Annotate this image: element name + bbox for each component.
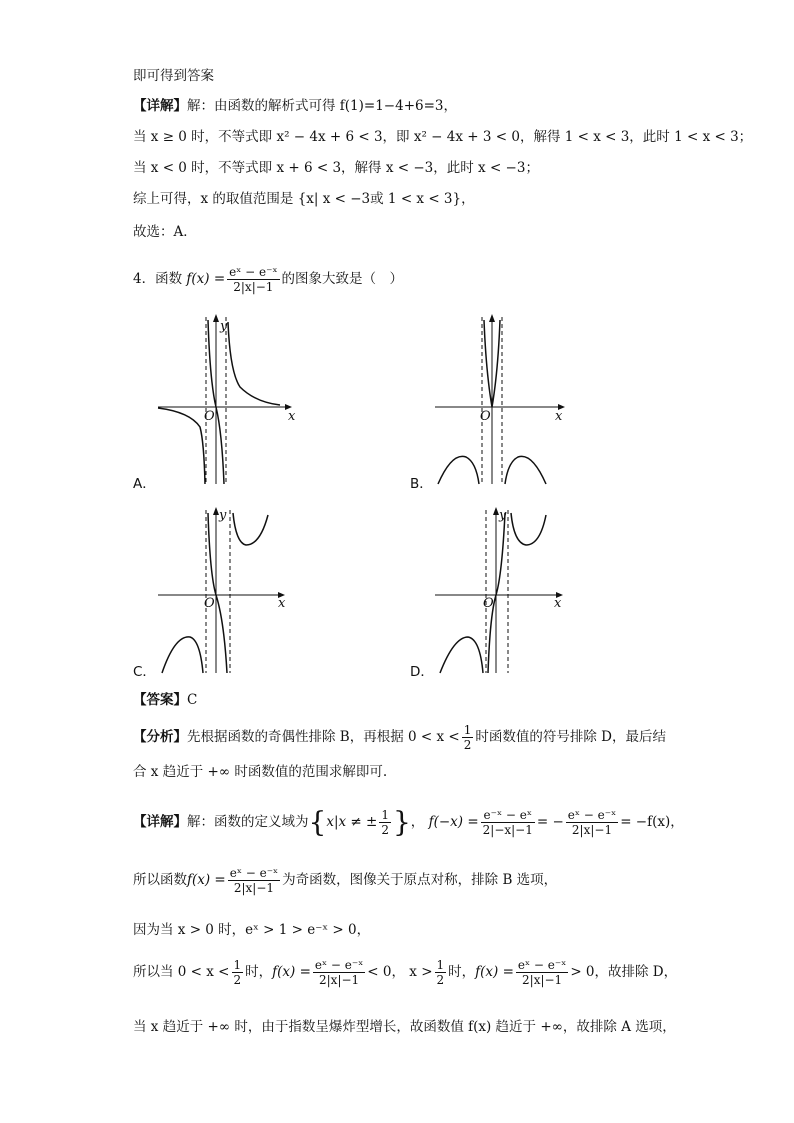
fraction-numerator: 1 <box>463 723 472 737</box>
answer-value: C <box>187 692 198 708</box>
func-lhs: f(x) = <box>272 964 311 980</box>
answer-line <box>133 690 197 710</box>
detail2-line-5: 当 x 趋近于 +∞ 时，由于指数呈爆炸型增长，故函数值 f(x) 趋近于 +∞，故排除 A 选项， <box>133 1019 676 1035</box>
detail2-p4c: < 0， <box>367 964 405 980</box>
origin-label: O <box>204 596 215 611</box>
detail2-line-4 <box>133 954 677 990</box>
fraction-denominator: 2 <box>463 738 472 752</box>
question-suffix: 的图象大致是（ ） <box>281 271 404 287</box>
fraction-denominator: 2|x|−1 <box>571 823 613 837</box>
graph-option-d <box>430 505 575 675</box>
detail2-line-1 <box>133 804 684 841</box>
detail-tag: 【详解】 <box>133 98 187 114</box>
analysis-part-1: 先根据函数的奇偶性排除 B，再根据 0 < x < <box>187 729 460 745</box>
analysis-tag: 【分析】 <box>133 729 187 745</box>
x-axis-label: x <box>288 409 296 424</box>
text-line-2 <box>133 96 457 116</box>
detail2-p4f: > 0，故排除 D， <box>570 964 678 980</box>
fraction-denominator: 2|x|−1 <box>522 973 563 987</box>
question-number: 4．函数 <box>133 271 183 287</box>
question-4 <box>133 262 403 296</box>
fraction-numerator: eˣ − e⁻ˣ <box>229 866 279 880</box>
set-brace-close: } <box>392 805 411 839</box>
text-line-4: 当 x < 0 时，不等式即 x + 6 < 3，解得 x < −3，此时 x < −3； <box>133 160 539 176</box>
x-axis-label: x <box>555 409 563 424</box>
curve-left-branch <box>158 408 205 484</box>
fraction-numerator: e⁻ˣ − eˣ <box>481 808 535 823</box>
origin-label: O <box>204 409 215 424</box>
y-axis-label: y <box>219 508 227 523</box>
detail2-line-2 <box>133 862 557 898</box>
analysis-line-1 <box>133 720 666 754</box>
detail2-p4e: 时， <box>448 964 476 980</box>
func-fraction <box>228 866 280 895</box>
fraction-denominator: 2|−x|−1 <box>482 823 533 837</box>
question-denominator: 2|x|−1 <box>233 280 274 294</box>
option-c-label: C． <box>133 664 156 680</box>
y-axis-label: y <box>220 319 228 334</box>
fneg-fraction-2 <box>566 808 618 837</box>
domain-half-fraction <box>379 808 391 837</box>
fraction-numerator: 1 <box>233 958 242 972</box>
y-axis-arrow <box>489 314 495 322</box>
text-line-1: 即可得到答案 <box>133 68 214 84</box>
question-fraction <box>227 265 279 294</box>
fraction-denominator: 2|x|−1 <box>233 881 275 895</box>
fraction-numerator: eˣ − e⁻ˣ <box>517 958 567 972</box>
origin-label: O <box>480 409 491 424</box>
text-line-5: 综上可得，x 的取值范围是 {x| x < −3或 1 < x < 3}， <box>133 191 475 207</box>
analysis-line-2: 合 x 趋近于 +∞ 时函数值的范围求解即可. <box>133 764 388 780</box>
graph-option-c <box>150 505 295 675</box>
graph-option-b <box>430 312 575 487</box>
fraction-denominator: 2 <box>233 973 242 987</box>
fraction-numerator: 1 <box>436 958 445 972</box>
option-b-label: B． <box>410 476 433 492</box>
func-fraction <box>516 958 568 987</box>
x-axis-label: x <box>278 596 286 611</box>
graph-option-a <box>150 312 295 487</box>
curve-middle-branch <box>208 513 227 673</box>
fraction-denominator: 2 <box>381 823 389 837</box>
set-brace-open: { <box>308 805 327 839</box>
detail2-p4d: x > <box>409 964 433 980</box>
detail2-p1b: ， <box>410 814 425 830</box>
func-lhs: f(x) = <box>475 964 514 980</box>
detail2-p2a: 所以函数 <box>133 872 187 888</box>
detail2-p4b: 时， <box>245 964 273 980</box>
question-numerator: eˣ − e⁻ˣ <box>229 265 278 279</box>
detail2-line-3: 因为当 x > 0 时，eˣ > 1 > e⁻ˣ > 0， <box>133 922 371 938</box>
func-fraction <box>313 958 365 987</box>
detail2-p2b: 为奇函数，图像关于原点对称，排除 B 选项， <box>282 872 558 888</box>
detail2-p4a: 所以当 0 < x < <box>133 964 230 980</box>
text-line-3: 当 x ≥ 0 时，不等式即 x² − 4x + 6 < 3，即 x² − 4x + 3 < 0，解得 1 < x < 3，此时 1 < x < 3； <box>133 129 753 145</box>
option-a-label: A． <box>133 476 156 492</box>
curve-right-branch <box>511 513 546 545</box>
answer-tag: 【答案】 <box>133 692 187 708</box>
y-axis-arrow <box>213 314 219 322</box>
curve-right-branch <box>505 456 546 484</box>
curve-right-branch <box>233 513 268 545</box>
text-line-6: 故选：A． <box>133 224 197 240</box>
curve-left-branch <box>162 637 203 673</box>
y-axis-label: y <box>499 508 507 523</box>
half-fraction-b <box>435 958 447 987</box>
detail-line-2: 解：由函数的解析式可得 f(1)=1−4+6=3， <box>187 98 458 114</box>
domain-set: x|x ≠ ± <box>326 814 378 830</box>
option-d-label: D． <box>410 664 434 680</box>
fneg-eq: = − <box>536 814 564 830</box>
origin-label: O <box>483 596 494 611</box>
analysis-part-2: 时函数值的符号排除 D，最后结 <box>475 729 666 745</box>
analysis-half-fraction <box>462 723 474 752</box>
x-axis-label: x <box>554 596 562 611</box>
fraction-numerator: eˣ − e⁻ˣ <box>567 808 617 822</box>
detail2-tag: 【详解】 <box>133 814 187 830</box>
fneg-tail: = −f(x)， <box>620 814 684 830</box>
fraction-denominator: 2|x|−1 <box>319 973 360 987</box>
curve-left-branch <box>440 637 483 673</box>
fraction-denominator: 2 <box>436 973 445 987</box>
func-lhs: f(x) = <box>187 872 226 888</box>
fraction-numerator: 1 <box>381 808 389 822</box>
curve-left-branch <box>438 456 479 484</box>
fneg-fraction <box>481 808 535 837</box>
question-func-lhs: f(x) = <box>186 271 226 287</box>
curve-right-branch <box>228 322 280 405</box>
fneg-lhs: f(−x) = <box>428 814 479 830</box>
half-fraction-a <box>232 958 244 987</box>
fraction-numerator: eˣ − e⁻ˣ <box>314 958 364 972</box>
detail2-p1a: 解：函数的定义域为 <box>187 814 309 830</box>
